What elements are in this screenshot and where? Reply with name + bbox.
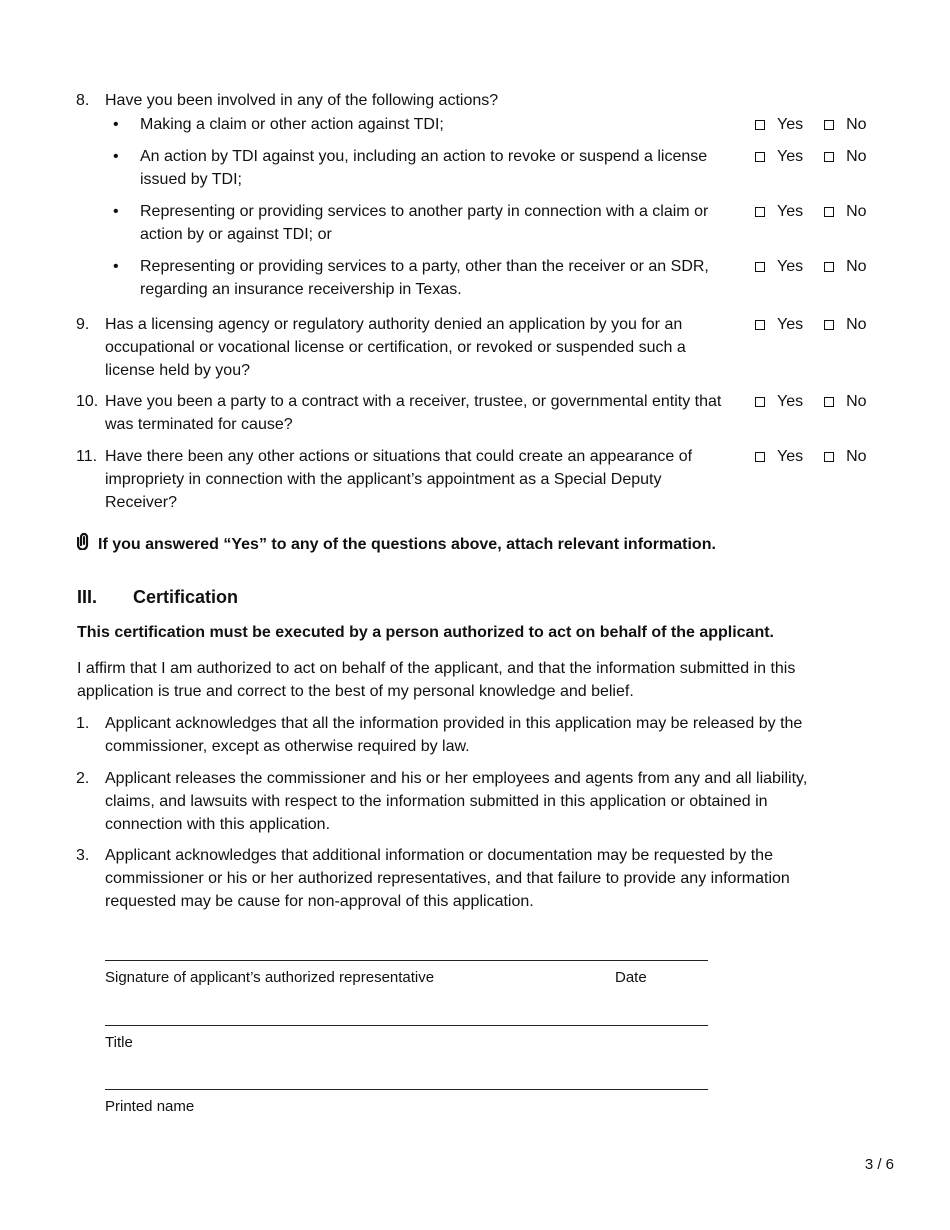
yes-checkbox[interactable]: [755, 320, 765, 330]
no-checkbox[interactable]: [824, 397, 834, 407]
yes-option[interactable]: [755, 448, 803, 466]
no-label: No: [846, 393, 867, 410]
no-label: No: [846, 116, 867, 133]
no-label: No: [846, 148, 867, 165]
no-checkbox[interactable]: [824, 262, 834, 272]
no-checkbox[interactable]: [824, 207, 834, 217]
yes-checkbox[interactable]: [755, 397, 765, 407]
yes-option[interactable]: [755, 393, 803, 411]
bullet: •: [113, 258, 119, 275]
affirmation-text: I affirm that I am authorized to act on behalf of the applicant, and that the information submitted in this application is true and correct to the best of my personal knowledge and belief.: [77, 660, 796, 700]
no-option[interactable]: [824, 393, 866, 411]
cert-item-number: 3.: [76, 847, 90, 864]
section-heading: Certification: [133, 587, 239, 607]
certification-statement: This certification must be executed by a person authorized to act on behalf of the applicant.: [77, 624, 774, 641]
no-option[interactable]: [824, 316, 866, 334]
no-label: No: [846, 448, 867, 465]
no-option[interactable]: [824, 258, 866, 276]
no-checkbox[interactable]: [824, 152, 834, 162]
question-10-options: [755, 391, 867, 413]
no-option[interactable]: [824, 448, 866, 466]
question-8b-text: An action by TDI against you, including an action to revoke or suspend a license issued by TDI;: [140, 148, 708, 188]
no-option[interactable]: [824, 203, 866, 221]
printed-name-label: Printed name: [105, 1098, 195, 1115]
yes-option[interactable]: [755, 258, 803, 276]
yes-checkbox[interactable]: [755, 152, 765, 162]
cert-item-number: 1.: [76, 715, 90, 732]
no-label: No: [846, 203, 867, 220]
question-11-number: 11.: [76, 448, 98, 465]
question-11-options: [755, 446, 867, 468]
no-checkbox[interactable]: [824, 452, 834, 462]
yes-option[interactable]: [755, 148, 803, 166]
question-9-number: 9.: [76, 316, 90, 333]
question-8a-text: Making a claim or other action against TDI;: [140, 116, 444, 133]
question-9-text: Has a licensing agency or regulatory authority denied an application by you for an occupational or vocational license or certification, or revoked or suspended such a license held by you?: [105, 316, 686, 379]
question-8-text: Have you been involved in any of the following actions?: [105, 92, 499, 109]
question-8d-options: [755, 256, 867, 278]
cert-item-text: Applicant acknowledges that additional information or documentation may be requested by the commissioner or his or her authorized representatives, and that failure to provide any information requested may be cause for non-approval of this application.: [105, 847, 790, 910]
yes-option[interactable]: [755, 316, 803, 334]
cert-item-text: Applicant releases the commissioner and his or her employees and agents from any and all liability, claims, and lawsuits with respect to the information submitted in this application or obtained in connection with this application.: [105, 770, 808, 833]
date-label: Date: [615, 969, 647, 986]
page-number: 3 / 6: [864, 1156, 894, 1173]
yes-label: Yes: [777, 316, 804, 333]
no-checkbox[interactable]: [824, 320, 834, 330]
question-8c-text: Representing or providing services to another party in connection with a claim or action by or against TDI; or: [140, 203, 709, 243]
yes-checkbox[interactable]: [755, 262, 765, 272]
signature-line[interactable]: [105, 960, 708, 961]
bullet: •: [113, 203, 119, 220]
question-8c-options: [755, 201, 867, 223]
no-label: No: [846, 258, 867, 275]
cert-item-text: Applicant acknowledges that all the information provided in this application may be released by the commissioner, except as otherwise required by law.: [105, 715, 803, 755]
question-8a-options: [755, 114, 867, 136]
bullet: •: [113, 116, 119, 133]
yes-checkbox[interactable]: [755, 120, 765, 130]
cert-item-number: 2.: [76, 770, 90, 787]
no-checkbox[interactable]: [824, 120, 834, 130]
yes-label: Yes: [777, 203, 804, 220]
signature-label: Signature of applicant’s authorized representative: [105, 969, 435, 986]
question-11-text: Have there been any other actions or situations that could create an appearance of impropriety in connection with the applicant’s appointment as a Special Deputy Receiver?: [105, 448, 693, 511]
paperclip-icon: [77, 532, 91, 557]
yes-checkbox[interactable]: [755, 207, 765, 217]
no-label: No: [846, 316, 867, 333]
yes-option[interactable]: [755, 116, 803, 134]
yes-option[interactable]: [755, 203, 803, 221]
bullet: •: [113, 148, 119, 165]
question-8b-options: [755, 146, 867, 168]
yes-label: Yes: [777, 148, 804, 165]
attach-note-text: If you answered “Yes” to any of the questions above, attach relevant information.: [98, 536, 716, 553]
question-8-number: 8.: [76, 92, 90, 109]
attach-note: [77, 532, 716, 557]
no-option[interactable]: [824, 148, 866, 166]
yes-label: Yes: [777, 116, 804, 133]
question-8d-text: Representing or providing services to a party, other than the receiver or an SDR, regarding an insurance receivership in Texas.: [140, 258, 709, 298]
question-10-number: 10.: [76, 393, 99, 410]
printed-name-line[interactable]: [105, 1089, 708, 1090]
question-9-options: [755, 314, 867, 336]
yes-checkbox[interactable]: [755, 452, 765, 462]
title-line[interactable]: [105, 1025, 708, 1026]
no-option[interactable]: [824, 116, 866, 134]
question-10-text: Have you been a party to a contract with a receiver, trustee, or governmental entity that was terminated for cause?: [105, 393, 722, 433]
yes-label: Yes: [777, 448, 804, 465]
yes-label: Yes: [777, 393, 804, 410]
yes-label: Yes: [777, 258, 804, 275]
section-number: III.: [77, 587, 98, 607]
title-label: Title: [105, 1034, 133, 1051]
